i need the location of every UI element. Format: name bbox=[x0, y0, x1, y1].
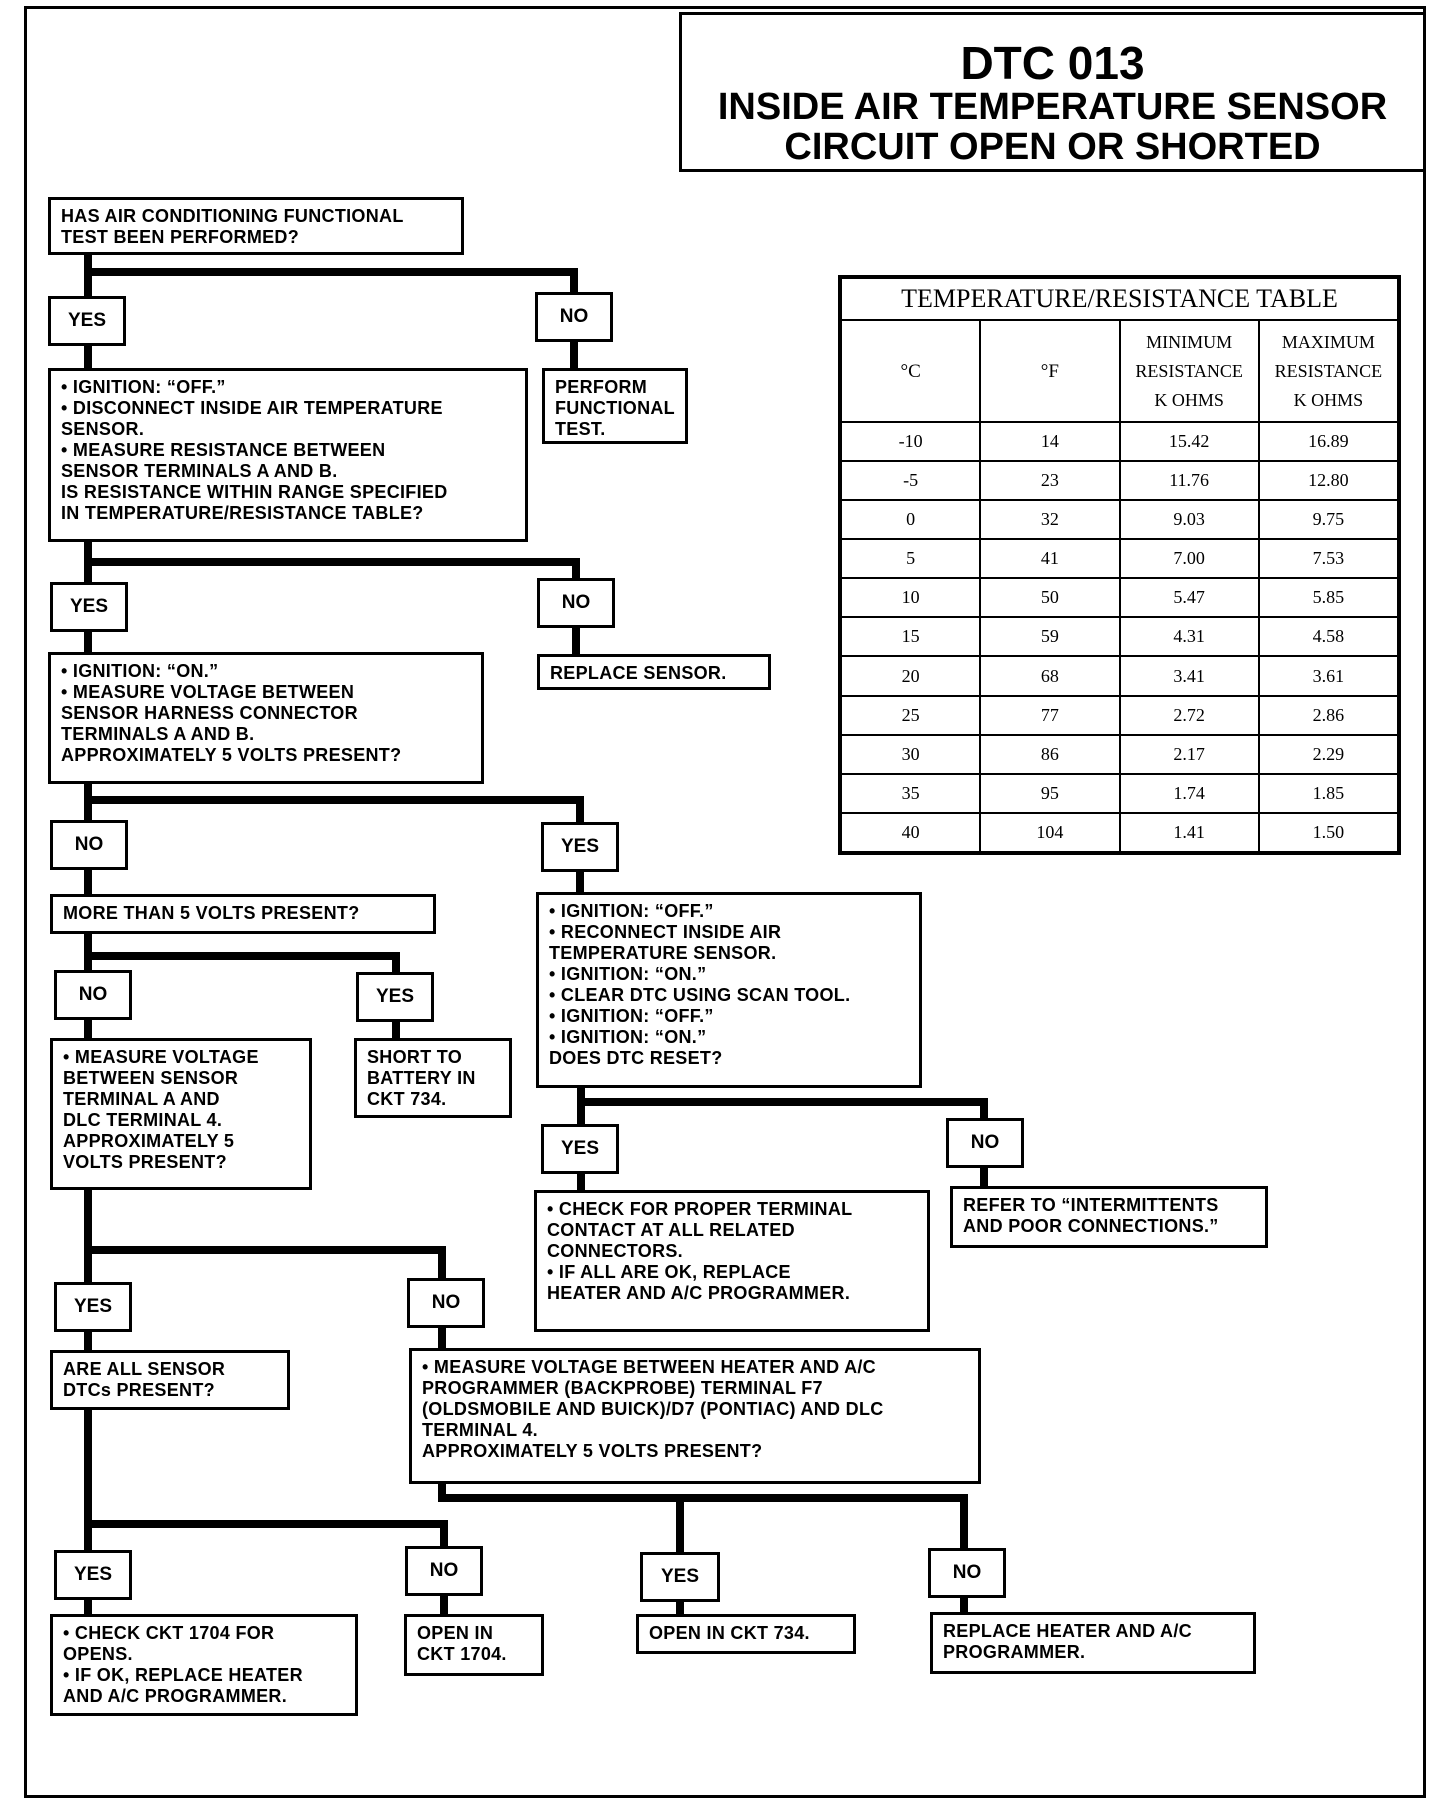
box-text-line: TEST. bbox=[555, 419, 606, 439]
cell-max-resistance: 2.29 bbox=[1259, 735, 1398, 774]
label-no-more-than-5v: NO bbox=[54, 970, 132, 1020]
box-text-line: TERMINAL A AND bbox=[63, 1089, 220, 1109]
box-text-line: • IGNITION: “ON.” bbox=[549, 964, 707, 984]
label-no-functional-test: NO bbox=[535, 292, 613, 342]
cell-max-resistance: 3.61 bbox=[1259, 656, 1398, 695]
box-text-line: DOES DTC RESET? bbox=[549, 1048, 723, 1068]
label-no-harness-voltage: NO bbox=[50, 820, 128, 870]
cell-max-resistance: 4.58 bbox=[1259, 617, 1398, 656]
box-text-line: BATTERY IN bbox=[367, 1068, 476, 1088]
box-text-line: MORE THAN 5 VOLTS PRESENT? bbox=[63, 903, 360, 923]
box-text-line: TEMPERATURE SENSOR. bbox=[549, 943, 777, 963]
label-yes-more-than-5v: YES bbox=[356, 972, 434, 1022]
label-no-programmer-voltage: NO bbox=[928, 1548, 1006, 1598]
cell-max-resistance: 1.85 bbox=[1259, 774, 1398, 813]
label-yes-programmer-voltage: YES bbox=[640, 1552, 720, 1602]
cell-celsius: 40 bbox=[841, 813, 980, 852]
table-row bbox=[841, 774, 1398, 813]
header-celsius: °C bbox=[841, 320, 980, 422]
box-text-line: • MEASURE VOLTAGE BETWEEN HEATER AND A/C bbox=[422, 1357, 876, 1377]
cell-max-resistance: 12.80 bbox=[1259, 461, 1398, 500]
box-text-line: • CHECK CKT 1704 FOR bbox=[63, 1623, 275, 1643]
box-text-line: IN TEMPERATURE/RESISTANCE TABLE? bbox=[61, 503, 424, 523]
box-text-line: SENSOR TERMINALS A AND B. bbox=[61, 461, 338, 481]
box-text-line: • IGNITION: “ON.” bbox=[549, 1027, 707, 1047]
label-no-dtc-reset: NO bbox=[946, 1118, 1024, 1168]
box-text-line: • RECONNECT INSIDE AIR bbox=[549, 922, 782, 942]
box-text-line: SENSOR. bbox=[61, 419, 145, 439]
header-max-resistance bbox=[1259, 320, 1398, 422]
header-fahrenheit: °F bbox=[980, 320, 1119, 422]
cell-min-resistance: 3.41 bbox=[1120, 656, 1259, 695]
box-text-line: HEATER AND A/C PROGRAMMER. bbox=[547, 1283, 851, 1303]
cell-fahrenheit: 50 bbox=[980, 578, 1119, 617]
label-yes-harness-voltage: YES bbox=[541, 822, 619, 872]
label-yes-sensor-dtcs: YES bbox=[54, 1550, 132, 1600]
action-short-to-battery bbox=[354, 1038, 512, 1118]
cell-fahrenheit: 14 bbox=[980, 422, 1119, 461]
cell-min-resistance: 7.00 bbox=[1120, 539, 1259, 578]
title-line-1: INSIDE AIR TEMPERATURE SENSOR bbox=[717, 86, 1388, 128]
question-more-than-5-volts bbox=[50, 894, 436, 934]
step-measure-voltage-programmer bbox=[409, 1348, 981, 1484]
cell-max-resistance: 1.50 bbox=[1259, 813, 1398, 852]
cell-fahrenheit: 59 bbox=[980, 617, 1119, 656]
box-text-line: PERFORM bbox=[555, 377, 648, 397]
table-body bbox=[841, 422, 1398, 852]
cell-fahrenheit: 23 bbox=[980, 461, 1119, 500]
table-row bbox=[841, 696, 1398, 735]
cell-max-resistance: 2.86 bbox=[1259, 696, 1398, 735]
wire-q8 bbox=[442, 1484, 964, 1560]
table-row bbox=[841, 617, 1398, 656]
box-text-line: TERMINALS A AND B. bbox=[61, 724, 255, 744]
box-text-line: APPROXIMATELY 5 VOLTS PRESENT? bbox=[61, 745, 402, 765]
cell-fahrenheit: 86 bbox=[980, 735, 1119, 774]
cell-celsius: 20 bbox=[841, 656, 980, 695]
action-open-ckt-734 bbox=[636, 1614, 856, 1654]
box-text-line: OPEN IN CKT 734. bbox=[649, 1623, 810, 1643]
cell-celsius: 5 bbox=[841, 539, 980, 578]
box-text-line: CONNECTORS. bbox=[547, 1241, 683, 1261]
box-text-line: • IF ALL ARE OK, REPLACE bbox=[547, 1262, 791, 1282]
label-no-resistance: NO bbox=[537, 578, 615, 628]
box-text-line: • MEASURE VOLTAGE BETWEEN bbox=[61, 682, 355, 702]
step-measure-harness-voltage bbox=[48, 652, 484, 784]
box-text-line: REPLACE SENSOR. bbox=[550, 663, 727, 683]
action-check-ckt-1704 bbox=[50, 1614, 358, 1716]
cell-min-resistance: 1.74 bbox=[1120, 774, 1259, 813]
box-text-line: DTCs PRESENT? bbox=[63, 1380, 215, 1400]
cell-celsius: -5 bbox=[841, 461, 980, 500]
cell-min-resistance: 2.17 bbox=[1120, 735, 1259, 774]
box-text-line: SENSOR HARNESS CONNECTOR bbox=[61, 703, 358, 723]
box-text-line: • IGNITION: “OFF.” bbox=[61, 377, 226, 397]
cell-fahrenheit: 77 bbox=[980, 696, 1119, 735]
label-yes-dtc-reset: YES bbox=[541, 1124, 619, 1174]
temperature-resistance-table bbox=[838, 275, 1401, 855]
header-min-line: MINIMUM bbox=[1146, 331, 1233, 352]
box-text-line: OPENS. bbox=[63, 1644, 133, 1664]
box-text-line: OPEN IN bbox=[417, 1623, 494, 1643]
cell-celsius: 10 bbox=[841, 578, 980, 617]
box-text-line: AND POOR CONNECTIONS.” bbox=[963, 1216, 1219, 1236]
wire-q4 bbox=[88, 932, 396, 978]
box-text-line: REFER TO “INTERMITTENTS bbox=[963, 1195, 1219, 1215]
table-row bbox=[841, 656, 1398, 695]
box-text-line: REPLACE HEATER AND A/C bbox=[943, 1621, 1192, 1641]
label-no-sensor-dtcs: NO bbox=[405, 1546, 483, 1596]
header-max-line: RESISTANCE bbox=[1274, 360, 1383, 381]
box-text-line: TERMINAL 4. bbox=[422, 1420, 538, 1440]
action-check-terminal-contact bbox=[534, 1190, 930, 1332]
box-text-line: • IF OK, REPLACE HEATER bbox=[63, 1665, 303, 1685]
box-text-line: CKT 734. bbox=[367, 1089, 447, 1109]
table-row bbox=[841, 461, 1398, 500]
wire-q5 bbox=[581, 1088, 984, 1130]
table-row bbox=[841, 813, 1398, 852]
cell-celsius: 30 bbox=[841, 735, 980, 774]
box-text-line: • CLEAR DTC USING SCAN TOOL. bbox=[549, 985, 851, 1005]
cell-max-resistance: 16.89 bbox=[1259, 422, 1398, 461]
box-text-line: HAS AIR CONDITIONING FUNCTIONAL bbox=[61, 206, 404, 226]
box-text-line: • MEASURE RESISTANCE BETWEEN bbox=[61, 440, 386, 460]
question-functional-test-performed bbox=[48, 197, 464, 255]
box-text-line: TEST BEEN PERFORMED? bbox=[61, 227, 300, 247]
box-text-line: BETWEEN SENSOR bbox=[63, 1068, 239, 1088]
step-reconnect-clear-dtc bbox=[536, 892, 922, 1088]
label-yes-functional-test: YES bbox=[48, 296, 126, 346]
action-open-ckt-1704 bbox=[404, 1614, 544, 1676]
table-title: TEMPERATURE/RESISTANCE TABLE bbox=[841, 278, 1398, 320]
box-text-line: • IGNITION: “OFF.” bbox=[549, 1006, 714, 1026]
box-text-line: PROGRAMMER. bbox=[943, 1642, 1086, 1662]
action-replace-sensor bbox=[537, 654, 771, 690]
cell-min-resistance: 1.41 bbox=[1120, 813, 1259, 852]
header-max-line: K OHMS bbox=[1293, 389, 1364, 410]
cell-min-resistance: 15.42 bbox=[1120, 422, 1259, 461]
header-max-line: MAXIMUM bbox=[1281, 331, 1375, 352]
table-row bbox=[841, 735, 1398, 774]
step-measure-voltage-dlc bbox=[50, 1038, 312, 1190]
table-row bbox=[841, 578, 1398, 617]
cell-celsius: 35 bbox=[841, 774, 980, 813]
box-text-line: IS RESISTANCE WITHIN RANGE SPECIFIED bbox=[61, 482, 448, 502]
box-text-line: SHORT TO bbox=[367, 1047, 463, 1067]
step-measure-sensor-resistance bbox=[48, 368, 528, 542]
cell-min-resistance: 11.76 bbox=[1120, 461, 1259, 500]
box-text-line: ARE ALL SENSOR bbox=[63, 1359, 226, 1379]
box-text-line: AND A/C PROGRAMMER. bbox=[63, 1686, 288, 1706]
cell-celsius: 0 bbox=[841, 500, 980, 539]
table-row bbox=[841, 422, 1398, 461]
box-text-line: APPROXIMATELY 5 VOLTS PRESENT? bbox=[422, 1441, 763, 1461]
header-min-resistance bbox=[1120, 320, 1259, 422]
table-row bbox=[841, 500, 1398, 539]
dtc-code: DTC 013 bbox=[960, 37, 1145, 89]
box-text-line: • MEASURE VOLTAGE bbox=[63, 1047, 259, 1067]
label-yes-voltage-dlc: YES bbox=[54, 1282, 132, 1332]
box-text-line: APPROXIMATELY 5 bbox=[63, 1131, 235, 1151]
cell-fahrenheit: 68 bbox=[980, 656, 1119, 695]
cell-min-resistance: 9.03 bbox=[1120, 500, 1259, 539]
resistance-table-grid bbox=[840, 277, 1399, 853]
box-text-line: • DISCONNECT INSIDE AIR TEMPERATURE bbox=[61, 398, 443, 418]
box-text-line: FUNCTIONAL bbox=[555, 398, 675, 418]
label-yes-resistance: YES bbox=[50, 582, 128, 632]
action-perform-functional-test bbox=[542, 368, 688, 444]
wire-q1 bbox=[88, 253, 574, 302]
cell-max-resistance: 7.53 bbox=[1259, 539, 1398, 578]
box-text-line: (OLDSMOBILE AND BUICK)/D7 (PONTIAC) AND DLC bbox=[422, 1399, 884, 1419]
cell-fahrenheit: 104 bbox=[980, 813, 1119, 852]
box-text-line: • IGNITION: “ON.” bbox=[61, 661, 219, 681]
wire-q2 bbox=[88, 540, 576, 588]
table-row bbox=[841, 539, 1398, 578]
cell-min-resistance: 2.72 bbox=[1120, 696, 1259, 735]
wire-q6 bbox=[88, 1188, 442, 1286]
action-refer-intermittents bbox=[950, 1186, 1268, 1248]
cell-max-resistance: 9.75 bbox=[1259, 500, 1398, 539]
cell-celsius: 25 bbox=[841, 696, 980, 735]
cell-fahrenheit: 32 bbox=[980, 500, 1119, 539]
box-text-line: DLC TERMINAL 4. bbox=[63, 1110, 223, 1130]
box-text-line: • IGNITION: “OFF.” bbox=[549, 901, 714, 921]
box-text-line: CKT 1704. bbox=[417, 1644, 507, 1664]
box-text-line: PROGRAMMER (BACKPROBE) TERMINAL F7 bbox=[422, 1378, 823, 1398]
action-replace-programmer bbox=[930, 1612, 1256, 1674]
cell-min-resistance: 5.47 bbox=[1120, 578, 1259, 617]
header-min-line: K OHMS bbox=[1154, 389, 1224, 410]
cell-min-resistance: 4.31 bbox=[1120, 617, 1259, 656]
box-text-line: VOLTS PRESENT? bbox=[63, 1152, 227, 1172]
question-all-sensor-dtcs bbox=[50, 1350, 290, 1410]
wire-q3 bbox=[88, 782, 580, 826]
label-no-voltage-dlc: NO bbox=[407, 1278, 485, 1328]
cell-fahrenheit: 41 bbox=[980, 539, 1119, 578]
cell-celsius: -10 bbox=[841, 422, 980, 461]
box-text-line: • CHECK FOR PROPER TERMINAL bbox=[547, 1199, 853, 1219]
header-min-line: RESISTANCE bbox=[1135, 360, 1243, 381]
cell-max-resistance: 5.85 bbox=[1259, 578, 1398, 617]
box-text-line: CONTACT AT ALL RELATED bbox=[547, 1220, 795, 1240]
cell-celsius: 15 bbox=[841, 617, 980, 656]
cell-fahrenheit: 95 bbox=[980, 774, 1119, 813]
title-line-2: CIRCUIT OPEN OR SHORTED bbox=[784, 126, 1321, 168]
